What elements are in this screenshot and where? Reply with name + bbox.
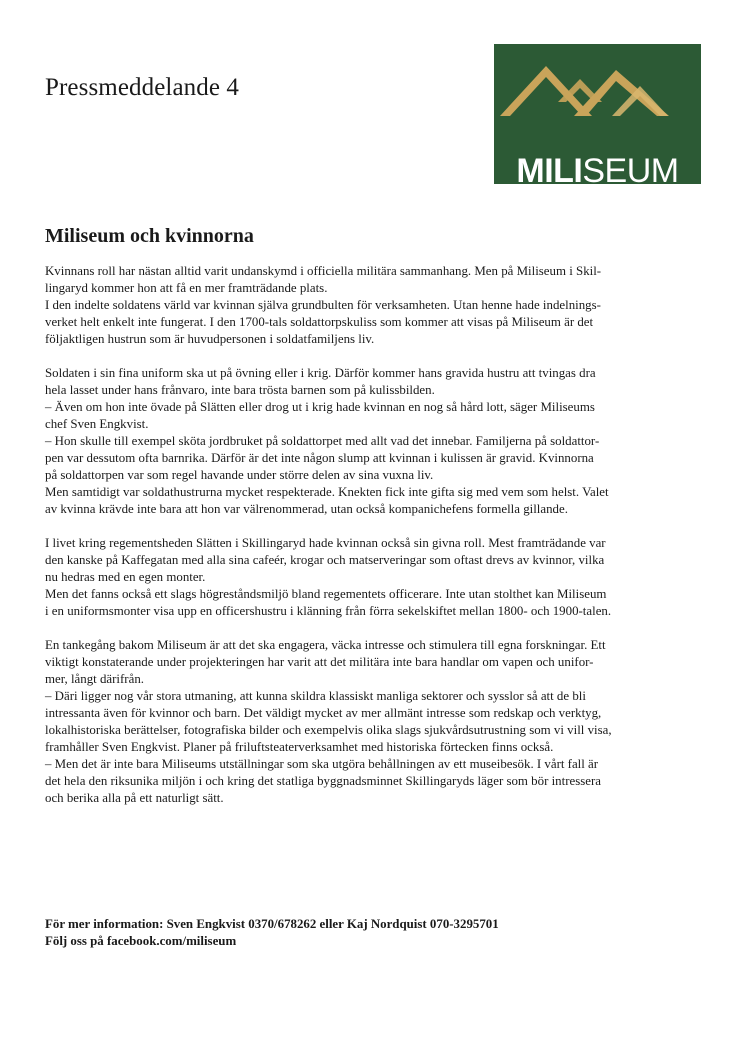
text-line: Men det fanns också ett slags högreståndsmiljö bland regementets officerare. Inte utan stolthet kan Miliseum (45, 587, 607, 601)
text-line: hela lasset under hans frånvaro, inte bara trösta barnen som på kulissbilden. (45, 383, 435, 397)
text-line: viktigt konstaterande under projekteringen har varit att det militära inte bara handlar om vapen och unifor- (45, 655, 594, 669)
contact-footer (45, 916, 705, 950)
text-line: Men samtidigt var soldathustrurna mycket respekterade. Knekten fick inte gifta sig med vem som helst. Valet (45, 485, 609, 499)
document-label: Pressmeddelande 4 (45, 74, 240, 101)
text-line: framhåller Sven Engkvist. Planer på friluftsteaterverksamhet med historiska förtecken finns också. (45, 740, 554, 754)
text-line: I den indelte soldatens värld var kvinnan själva grundbulten för verksamheten. Utan henne hade indelnings- (45, 298, 601, 312)
text-line: det hela den riksunika miljön i och kring det statliga byggnadsminnet Skillingaryds läger som bör intressera (45, 774, 601, 788)
text-line: av kvinna krävde inte bara att hon var välrenommerad, utan också kompanichefens formella gillande. (45, 502, 568, 516)
text-line: – Däri ligger nog vår stora utmaning, att kunna skildra klassiskt manliga sektorer och sysslor så att de bli (45, 689, 586, 703)
article-title: Miliseum och kvinnorna (45, 225, 254, 247)
text-line: pen var dessutom ofta barnrika. Därför är det inte någon slump att kvinnan i kulissen är gravid. Kvinnorna (45, 451, 594, 465)
logo-word-light: SEUM (582, 152, 679, 190)
contact-info: För mer information: Sven Engkvist 0370/678262 eller Kaj Nordquist 070-3295701 (45, 917, 499, 931)
text-line: En tankegång bakom Miliseum är att det ska engagera, väcka intresse och stimulera till egna forskningar. Ett (45, 638, 606, 652)
logo-word-bold: MILI (516, 152, 583, 190)
text-line: chef Sven Engkvist. (45, 417, 149, 431)
facebook-link[interactable]: Följ oss på facebook.com/miliseum (45, 934, 237, 948)
article-body (45, 263, 705, 824)
text-line: och berika alla på ett naturligt sätt. (45, 791, 224, 805)
text-line: intressanta även för kvinnor och barn. Det väldigt mycket av mer allmänt intresse som redskap och verktyg, (45, 706, 602, 720)
text-line: I livet kring regementsheden Slätten i Skillingaryd hade kvinnan också sin givna roll. Mest framträdande var (45, 536, 606, 550)
text-line: lokalhistoriska berättelser, fotografiska bilder och exempelvis olika slags sjukvårdsutrustning som vi vill visa, (45, 723, 612, 737)
paragraph (45, 535, 705, 620)
text-line: Kvinnans roll har nästan alltid varit undanskymd i officiella militära sammanhang. Men på Miliseum i Skil- (45, 264, 602, 278)
text-line: på soldattorpen var som regel havande under större delen av sina vuxna liv. (45, 468, 434, 482)
text-line: Soldaten i sin fina uniform ska ut på övning eller i krig. Därför kommer hans gravida hustru att tvingas dra (45, 366, 596, 380)
text-line: mer, långt därifrån. (45, 672, 144, 686)
text-line: – Hon skulle till exempel sköta jordbruket på soldattorpet med allt vad det innebar. Familjerna på soldattor- (45, 434, 600, 448)
text-line: verket helt enkelt inte fungerat. I den 1700-tals soldattorpskuliss som kommer att visas på Miliseum är det (45, 315, 594, 329)
text-line: följaktligen hustrun som är huvudpersonen i soldatfamiljens liv. (45, 332, 375, 346)
miliseum-logo (494, 44, 701, 200)
paragraph (45, 365, 705, 518)
text-line: nu hedras med en egen monter. (45, 570, 206, 584)
text-line: – Men det är inte bara Miliseums utställningar som ska utgöra behållningen av ett museibesök. I vårt fall är (45, 757, 599, 771)
logo-wordmark (494, 154, 701, 188)
logo-subtitle: SKILLINGARYD (568, 191, 654, 200)
text-line: – Även om hon inte övade på Slätten eller drog ut i krig hade kvinnan en nog så hård lott, säger Miliseums (45, 400, 595, 414)
text-line: den kanske på Kaffegatan med alla sina cafeér, krogar och matserveringar som oftast drevs av kvinnor, vilka (45, 553, 605, 567)
paragraph (45, 263, 705, 348)
text-line: lingaryd kommer hon att få en mer framträdande plats. (45, 281, 328, 295)
paragraph (45, 637, 705, 807)
text-line: i en uniformsmonter visa upp en officershustru i klänning från förra sekelskiftet mellan 1800- och 1900-talen. (45, 604, 612, 618)
